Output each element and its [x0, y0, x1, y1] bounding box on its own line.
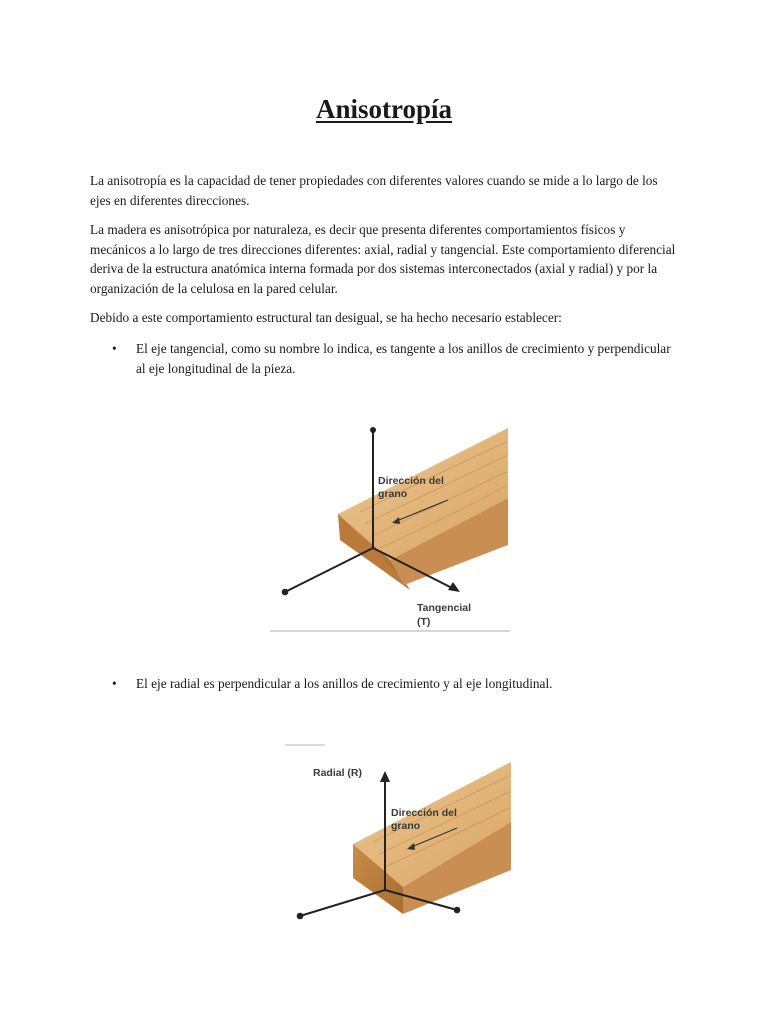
page-title: Anisotropía — [315, 94, 453, 124]
paragraph-intro: Debido a este comportamiento estructural tan desigual, se ha hecho necesario establecer: — [90, 310, 562, 325]
tangential-label-line2: (T) — [417, 616, 431, 628]
horizontal-axis — [285, 548, 373, 592]
grain-label-line2: grano — [378, 488, 408, 500]
horizontal-axis — [300, 890, 385, 916]
grain-label-line1: Dirección del — [378, 475, 444, 487]
paragraph-wood: La madera es anisotrópica por naturaleza, es decir que presenta diferentes comportamientos físicos y mecánicos a lo largo de tres direcciones diferentes: axial, radial y tangencial. Este comportamiento diferencial deriva de la estructura anatómica interna formada por dos sistemas interconectados (axial y radial) y por la organización de la celulosa en la pared celular. — [90, 222, 676, 296]
figure-tangential-axis — [270, 420, 515, 635]
bullet-text: El eje tangencial, como su nombre lo indica, es tangente a los anillos de crecimiento y perpendicular al eje longitudinal de la pieza. — [136, 341, 671, 376]
bullet-text: El eje radial es perpendicular a los anillos de crecimiento y al eje longitudinal. — [136, 676, 553, 691]
wood-beam-diagram — [270, 420, 515, 635]
list-item-radial — [112, 674, 672, 694]
list-item-tangential — [112, 339, 672, 378]
grain-label-line1: Dirección del — [391, 807, 457, 819]
arrow-head-icon — [380, 771, 390, 782]
paragraph-definition: La anisotropía es la capacidad de tener propiedades con diferentes valores cuando se mide a lo largo de los ejes en diferentes direcciones. — [90, 173, 658, 208]
figure-radial-axis — [285, 742, 517, 927]
bullet-icon: • — [112, 341, 117, 356]
wood-beam-diagram — [285, 742, 517, 927]
bullet-icon: • — [112, 676, 117, 691]
tangential-label-line1: Tangencial — [417, 602, 472, 614]
grain-label-line2: grano — [391, 820, 421, 832]
radial-label: Radial (R) — [313, 767, 363, 779]
